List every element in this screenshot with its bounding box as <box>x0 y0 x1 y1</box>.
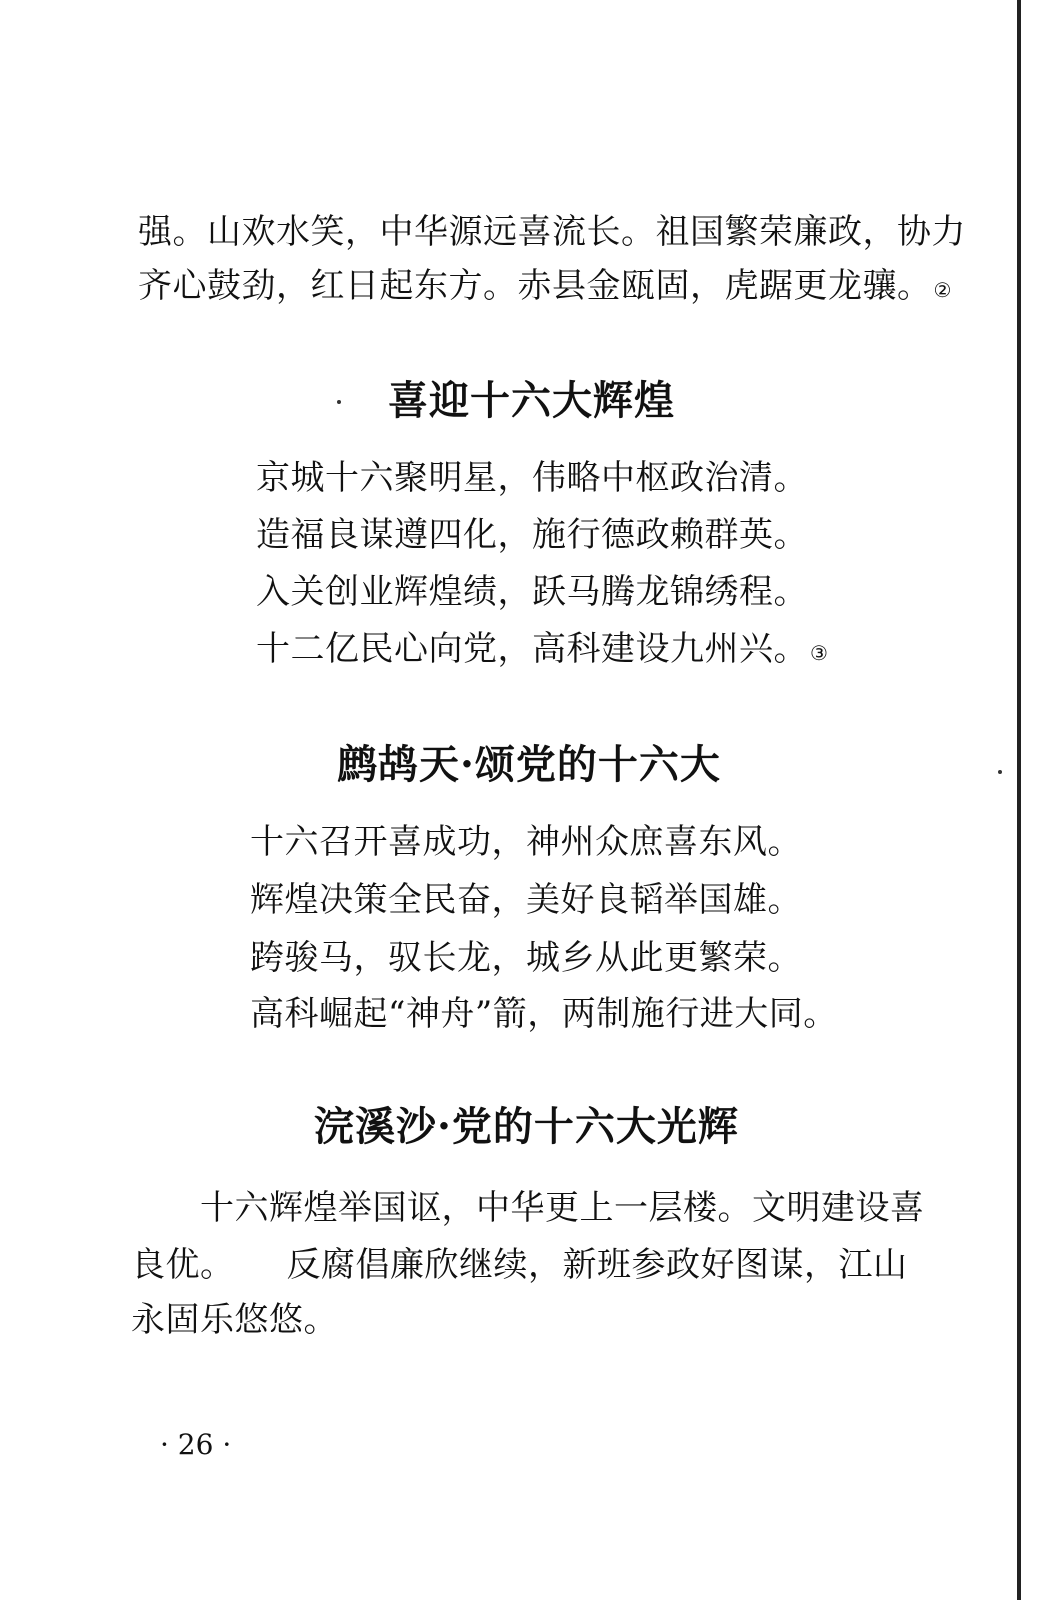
poem-line-text: 十二亿民心向党，高科建设九州兴。 <box>256 629 808 669</box>
speck-mark <box>998 770 1002 774</box>
poem-line: 京城十六聚明星，伟略中枢政治清。 <box>256 458 808 498</box>
poem-line: 良优。 反腐倡廉欣继续，新班参政好图谋，江山 <box>131 1245 908 1285</box>
footnote-marker: ② <box>933 278 952 302</box>
prose-line-2-text: 齐心鼓劲，红日起东方。赤县金瓯固，虎踞更龙骧。 <box>138 266 932 306</box>
speck-mark <box>337 400 341 404</box>
prose-line-2 <box>138 266 952 310</box>
poem-title: 喜迎十六大辉煌 <box>388 377 675 424</box>
poem-line <box>256 629 828 673</box>
poem-title: 鹧鸪天·颂党的十六大 <box>337 741 721 788</box>
poem-line: 永固乐悠悠。 <box>131 1300 338 1340</box>
poem-line: 入关创业辉煌绩，跃马腾龙锦绣程。 <box>256 572 808 612</box>
page-edge-line <box>1017 0 1021 1600</box>
poem-line: 造福良谋遵四化，施行德政赖群英。 <box>256 515 808 555</box>
poem-line: 辉煌决策全民奋，美好良韬举国雄。 <box>250 880 802 920</box>
page-number: · 26 · <box>160 1428 232 1461</box>
poem-title: 浣溪沙·党的十六大光辉 <box>314 1103 739 1150</box>
poem-line: 十六召开喜成功，神州众庶喜东风。 <box>250 822 802 862</box>
poem-line: 跨骏马，驭长龙，城乡从此更繁荣。 <box>250 938 802 978</box>
poem-line: 高科崛起“神舟”箭，两制施行进大同。 <box>250 994 838 1034</box>
poem-line: 十六辉煌举国讴，中华更上一层楼。文明建设喜 <box>200 1188 925 1228</box>
prose-line-1: 强。山欢水笑，中华源远喜流长。祖国繁荣廉政，协力 <box>138 212 966 252</box>
footnote-marker: ③ <box>810 641 829 665</box>
